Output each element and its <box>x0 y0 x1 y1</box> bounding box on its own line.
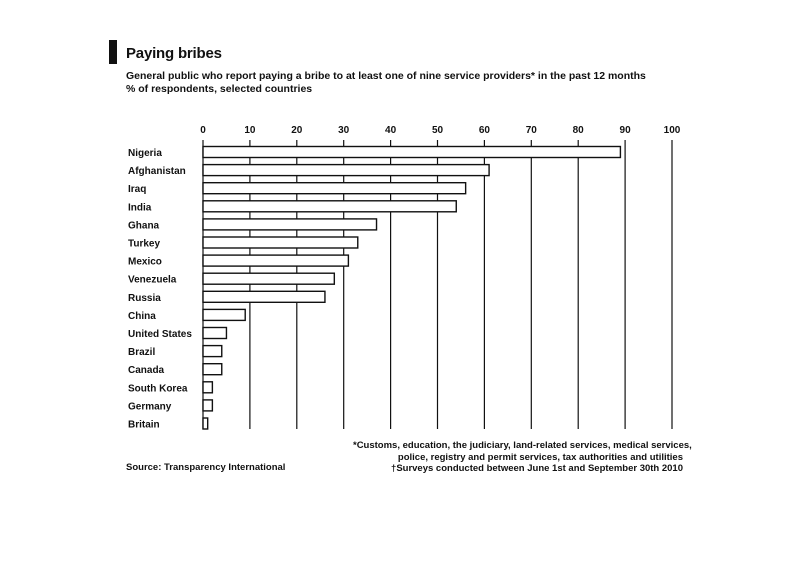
category-label: Germany <box>128 401 172 413</box>
footnote-line-2: police, registry and permit services, tax authorities and utilities <box>397 451 683 463</box>
category-label: India <box>128 202 152 214</box>
category-label: Nigeria <box>128 148 162 159</box>
x-tick-label: 60 <box>478 125 490 136</box>
subtitle-line-1: General public who report paying a bribe to at least one of nine service providers* in the past 12 months <box>126 70 646 82</box>
x-tick-label: 30 <box>338 125 350 136</box>
bar <box>203 346 222 357</box>
category-label: Turkey <box>128 238 161 250</box>
bar <box>203 364 222 375</box>
x-tick-label: 10 <box>244 125 256 136</box>
bar <box>203 309 245 320</box>
bar <box>203 382 212 393</box>
category-label: Venezuela <box>128 274 177 286</box>
footnote-line-3: †Surveys conducted between June 1st and September 30th 2010 <box>391 463 683 474</box>
bar <box>203 147 620 158</box>
x-tick-label: 100 <box>663 125 681 136</box>
subtitle-line-2: % of respondents, selected countries <box>126 83 313 95</box>
bar <box>203 237 358 248</box>
bar <box>203 219 377 230</box>
bar <box>203 328 226 339</box>
category-label: United States <box>128 329 192 340</box>
x-tick-label: 20 <box>291 125 303 136</box>
bar <box>203 400 212 411</box>
bar <box>203 201 456 212</box>
bar <box>203 418 208 429</box>
footnote <box>353 440 692 475</box>
category-label: China <box>128 310 156 322</box>
category-label: Afghanistan <box>128 166 186 178</box>
footnote-line-1: *Customs, education, the judiciary, land-related services, medical services, <box>353 440 692 451</box>
x-tick-label: 80 <box>572 125 584 136</box>
bar <box>203 165 489 176</box>
bar <box>203 255 348 266</box>
category-label: Ghana <box>128 220 160 232</box>
x-tick-label: 90 <box>619 125 631 136</box>
category-label: Russia <box>128 292 161 304</box>
category-label: Canada <box>128 365 165 377</box>
x-tick-label: 0 <box>200 125 206 136</box>
category-label: Mexico <box>128 256 162 268</box>
bar <box>203 183 466 194</box>
bar <box>203 291 325 302</box>
x-tick-label: 40 <box>385 125 397 136</box>
category-label: Brazil <box>128 347 156 359</box>
x-tick-label: 50 <box>431 125 444 136</box>
bar <box>203 273 334 284</box>
category-label: Britain <box>128 419 160 431</box>
chart-title: Paying bribes <box>126 45 222 62</box>
source-note: Source: Transparency International <box>126 462 286 473</box>
category-label: South Korea <box>128 383 188 395</box>
category-label: Iraq <box>128 184 147 196</box>
x-tick-label: 70 <box>525 125 537 136</box>
